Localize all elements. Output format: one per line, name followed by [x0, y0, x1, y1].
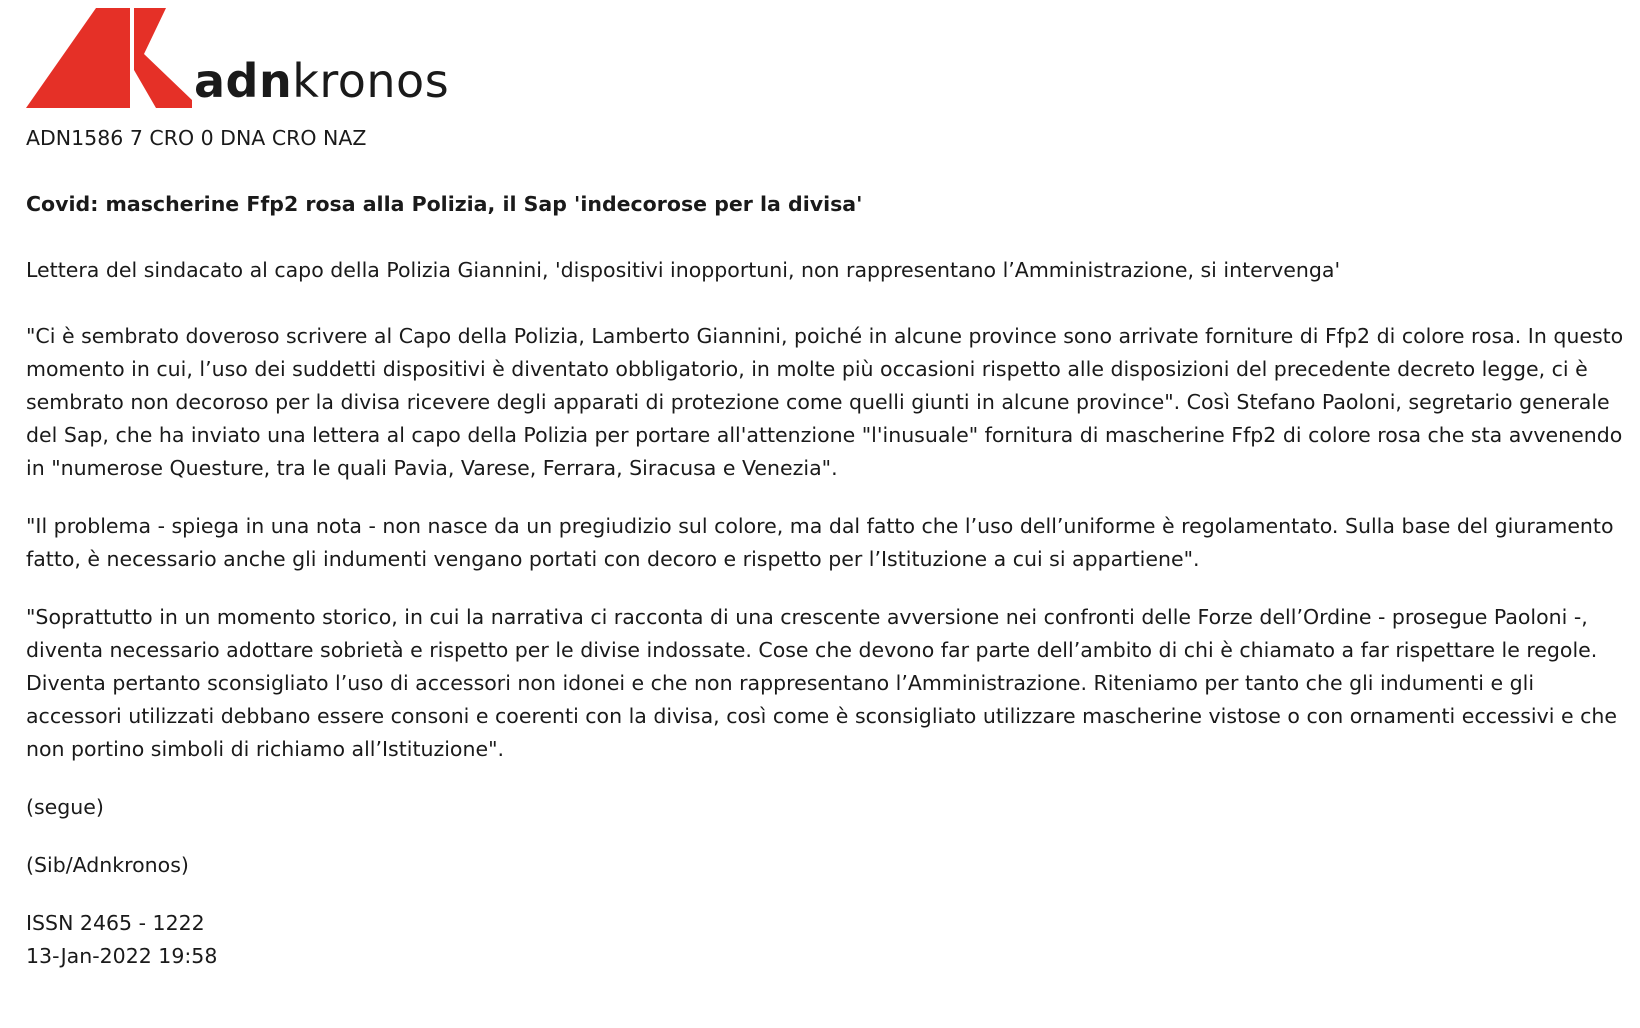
- article-paragraph-1: "Ci è sembrato doveroso scrivere al Capo della Polizia, Lamberto Giannini, poiché in alcune province sono arrivate forniture di Ffp2 di colore rosa. In questo momento in cui, l’uso dei suddetti dispositivi è diventato obbligatorio, in molte più occasioni rispetto alle disposizioni del precedente decreto legge, ci è sembrato non decoroso per la divisa ricevere degli apparati di protezione come quelli giunti in alcune province". Così Stefano Paoloni, segretario generale del Sap, che ha inviato una lettera al capo della Polizia per portare all'attenzione "l'inusuale" fornitura di mascherine Ffp2 di colore rosa che sta avvenendo in "numerose Questure, tra le quali Pavia, Varese, Ferrara, Siracusa e Venezia".: [26, 324, 1624, 480]
- article-title: Covid: mascherine Ffp2 rosa alla Polizia, il Sap 'indecorose per la divisa': [26, 192, 863, 216]
- article-subtitle: Lettera del sindacato al capo della Polizia Giannini, 'dispositivi inopportuni, non rappresentano l’Amministrazione, si intervenga': [26, 258, 1341, 282]
- continues-label: (segue): [26, 795, 104, 819]
- article-paragraph-2: "Il problema - spiega in una nota - non nasce da un pregiudizio sul colore, ma dal fatto che l’uso dell’uniforme è regolamentato. Sulla base del giuramento fatto, è necessario anche gli indumenti vengano portati con decoro e rispetto per l’Istituzione a cui si appartiene".: [26, 514, 1614, 571]
- logo-word-bold: adn: [194, 54, 293, 108]
- logo-wordmark: [194, 54, 450, 108]
- logo-word-light: kronos: [292, 54, 450, 108]
- publish-datetime: 13-Jan-2022 19:58: [26, 944, 218, 968]
- issn-number: ISSN 2465 - 1222: [26, 911, 205, 935]
- signature: (Sib/Adnkronos): [26, 853, 189, 877]
- document-page: [26, 0, 1626, 973]
- adnkronos-k-mark-icon: [26, 8, 196, 110]
- article-paragraph-3: "Soprattutto in un momento storico, in cui la narrativa ci racconta di una crescente avversione nei confronti delle Forze dell’Ordine - prosegue Paoloni -, diventa necessario adottare sobrietà e rispetto per le divise indossate. Cose che devono far parte dell’ambito di chi è chiamato a far rispettare le regole. Diventa pertanto sconsigliato l’uso di accessori non idonei e che non rappresentano l’Amministrazione. Riteniamo per tanto che gli indumenti e gli accessori utilizzati debbano essere consoni e coerenti con la divisa, così come è sconsigliato utilizzare mascherine vistose o con ornamenti eccessivi e che non portino simboli di richiamo all’Istituzione".: [26, 605, 1617, 761]
- adnkronos-logo: [26, 0, 486, 116]
- agency-code: ADN1586 7 CRO 0 DNA CRO NAZ: [26, 126, 367, 150]
